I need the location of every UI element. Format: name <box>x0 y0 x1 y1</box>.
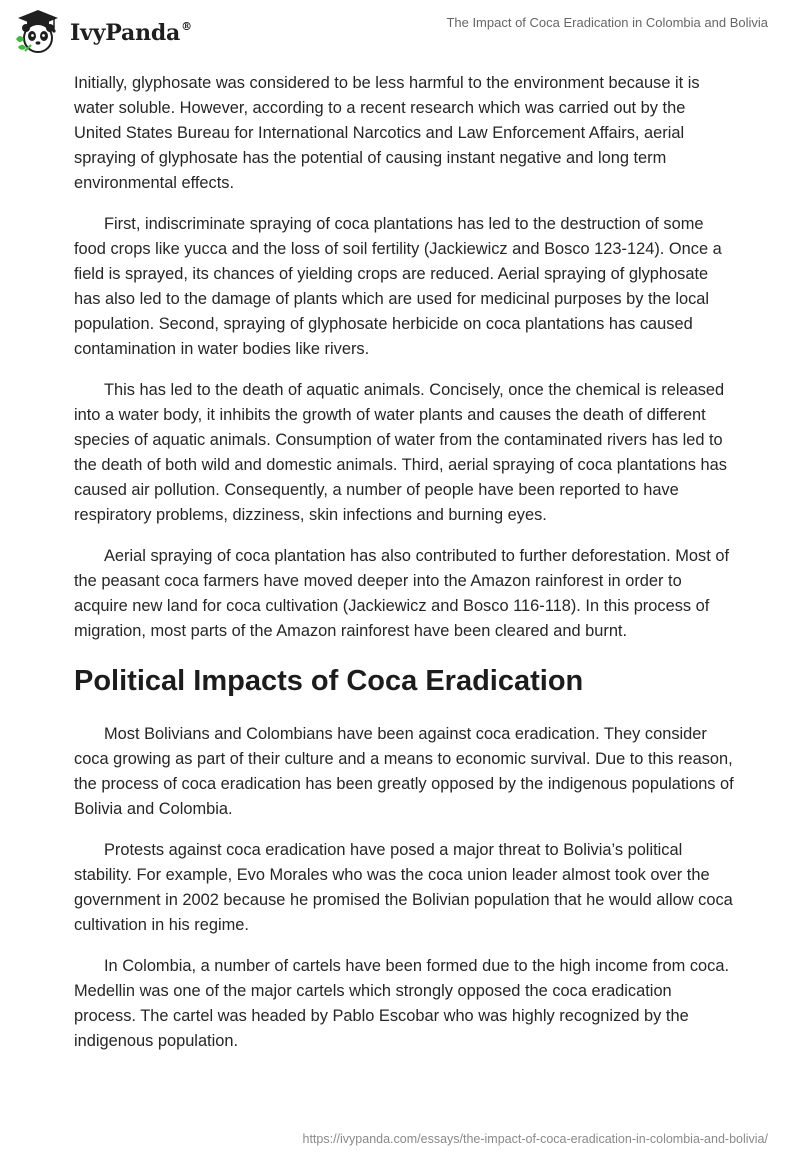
paragraph: Protests against coca eradication have posed a major threat to Bolivia’s political stability. For example, Evo Morales who was the coca union leader almost took over the government in 2002 because he promised the Bolivian population that he would allow coca cultivation in his regime. <box>74 841 733 934</box>
brand-name: IvyPanda® <box>70 20 192 46</box>
page-header <box>0 0 800 64</box>
source-url-link[interactable]: https://ivypanda.com/essays/the-impact-of-coca-eradication-in-colombia-and-bolivia/ <box>302 1132 768 1146</box>
paragraph: Initially, glyphosate was considered to be less harmful to the environment because it is water soluble. However, according to a recent research which was carried out by the United States Bureau for International Narcotics and Law Enforcement Affairs, aerial spraying of glyphosate has the potential of causing instant negative and long term environmental effects. <box>74 74 700 192</box>
brand-logo[interactable] <box>14 9 192 55</box>
panda-graduate-icon <box>14 9 62 55</box>
section-heading: Political Impacts of Coca Eradication <box>74 665 584 697</box>
article-body <box>74 71 734 1070</box>
paragraph: In Colombia, a number of cartels have been formed due to the high income from coca. Medellin was one of the major cartels which strongly opposed the coca eradication process. The cartel was headed by Pablo Escobar who was highly recognized by the indigenous population. <box>74 957 730 1050</box>
paragraph: Aerial spraying of coca plantation has also contributed to further deforestation. Most of the peasant coca farmers have moved deeper into the Amazon rainforest in order to acquire new land for coca cultivation (Jackiewicz and Bosco 116-118). In this process of migration, most parts of the Amazon rainforest have been cleared and burnt. <box>74 547 730 640</box>
paragraph: Most Bolivians and Colombians have been against coca eradication. They consider coca growing as part of their culture and a means to economic survival. Due to this reason, the process of coca eradication has been greatly opposed by the indigenous populations of Bolivia and Colombia. <box>74 725 734 818</box>
document-title: The Impact of Coca Eradication in Colombia and Bolivia <box>446 15 768 30</box>
paragraph: This has led to the death of aquatic animals. Concisely, once the chemical is released into a water body, it inhibits the growth of water plants and causes the death of different species of aquatic animals. Consumption of water from the contaminated rivers has led to the death of both wild and domestic animals. Third, aerial spraying of coca plantations has caused air pollution. Consequently, a number of people have been reported to have respiratory problems, dizziness, skin infections and burning eyes. <box>74 381 727 524</box>
paragraph: First, indiscriminate spraying of coca plantations has led to the destruction of some food crops like yucca and the loss of soil fertility (Jackiewicz and Bosco 123-124). Once a field is sprayed, its chances of yielding crops are reduced. Aerial spraying of glyphosate has also led to the damage of plants which are used for medicinal purposes by the local population. Second, spraying of glyphosate herbicide on coca plantations has caused contamination in water bodies like rivers. <box>74 215 722 358</box>
